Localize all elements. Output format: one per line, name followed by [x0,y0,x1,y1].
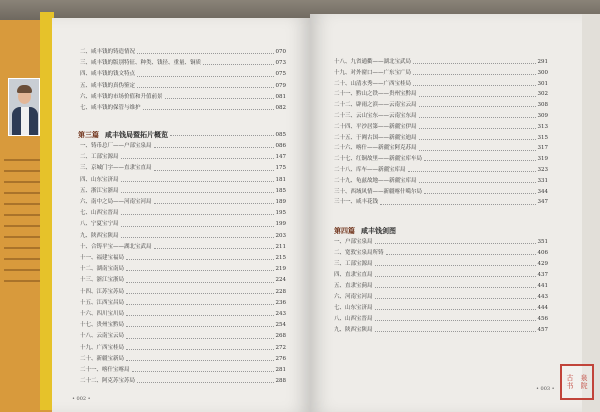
toc-entry-title: 九、陕西宝陕局 [80,232,119,239]
toc-entry-page: 301 [537,80,548,87]
leader-dots [375,276,536,277]
toc-entry [80,50,286,56]
author-photo [8,78,40,136]
seal-character: 泉 [580,374,588,382]
toc-entry-title: 三、工部宝源局 [334,261,373,267]
toc-entry-page: 344 [537,188,548,195]
toc-entry-page: 211 [275,243,286,250]
toc-entry [334,157,548,163]
leader-dots [375,243,536,244]
toc-entry-page: 075 [275,71,286,78]
part-number: 第四篇 [334,226,355,235]
toc-entry [334,168,548,174]
toc-entry-page: 441 [537,283,548,289]
toc-entry-page: 189 [275,199,286,205]
toc-entry-page: 351 [537,239,548,245]
leader-dots [137,53,273,54]
toc-entry-page: 236 [275,299,286,306]
toc-entry [80,178,286,184]
right-page [310,14,582,412]
toc-entry-title: 二十九、龟兹故地——新疆宝库局 [334,177,417,184]
toc-entry [80,346,286,352]
collector-seal [560,364,594,400]
toc-entry-page: 272 [275,344,286,351]
toc-entry-title: 一、户部宝泉局 [334,239,373,245]
toc-entry [80,106,286,112]
toc-entry-page: 317 [537,145,548,152]
leader-dots [143,109,274,110]
leader-dots [419,150,536,151]
leader-dots [375,287,536,288]
toc-entry-page: 429 [537,261,548,267]
leader-dots [126,315,273,316]
toc-entry-page: 254 [275,322,286,329]
toc-entry-page: 437 [537,272,548,278]
toc-entry-page: 219 [275,266,286,273]
toc-entry [334,328,548,334]
toc-entry [80,84,286,90]
left-page [52,18,310,412]
toc-entry-page: 243 [275,311,286,317]
toc-entry [80,222,286,228]
toc-entry [334,179,548,185]
toc-entry [334,92,548,98]
toc-entry-title: 十九、广西宝桂局 [80,344,125,351]
toc-entry [80,245,286,251]
toc-entry-page: 444 [537,305,548,311]
toc-entry [80,301,286,307]
leader-dots [413,63,535,64]
toc-entry [334,103,548,109]
toc-entry [80,278,286,284]
leader-dots [419,106,536,107]
toc-entry-page: 288 [275,378,286,385]
toc-entry-page: 331 [537,177,548,184]
toc-entry-title: 十六、四川宝川局 [80,311,125,317]
leader-dots [419,128,536,129]
toc-entry [334,200,548,206]
leader-dots [203,64,273,65]
toc-entry [334,284,548,290]
toc-entry-page: 070 [275,49,286,55]
leader-dots [154,248,274,249]
toc-entry [80,72,286,78]
leader-dots [126,282,273,283]
toc-entry-page: 323 [537,167,548,173]
leader-dots [126,360,273,361]
toc-entry-title: 二十一、黔山之铁——贵州宝黔局 [334,91,417,98]
toc-entry-title: 二十三、云山宝东——云南宝东局 [334,113,417,119]
toc-entry-title: 二十八、库车——新疆宝库局 [334,167,406,173]
toc-entry-title: 十三、浙江宝浙局 [80,277,125,284]
toc-entry-page: 228 [275,288,286,295]
toc-entry-title: 七、山东宝济局 [334,305,373,311]
leader-dots [126,259,273,260]
toc-entry-page: 224 [275,277,286,284]
part-heading [334,226,542,236]
toc-entry-page: 457 [537,327,548,333]
part-title: 咸丰钱局暨拓片概览 [105,130,168,139]
part-heading [78,130,286,140]
toc-entry-title: 六、河南宝河局 [334,294,373,300]
toc-entry-title: 二十、新疆宝新局 [80,355,125,362]
part-page: 085 [275,132,286,138]
leader-dots [126,338,273,339]
seal-character: 院 [580,382,588,390]
toc-entry-page: 199 [275,221,286,228]
toc-entry-title: 五、浙江宝浙局 [80,187,119,194]
toc-entry-page: 347 [537,199,548,206]
toc-entry [80,155,286,161]
toc-entry-page: 406 [537,250,548,256]
toc-entry [80,290,286,296]
toc-entry [334,60,548,66]
leader-dots [424,160,535,161]
leader-dots [132,371,274,372]
toc-entry [334,262,548,268]
leader-dots [121,226,274,227]
leader-dots [375,331,536,332]
toc-entry [80,267,286,273]
toc-entry-page: 300 [537,69,548,76]
toc-entry-title: 十四、江苏宝苏局 [80,288,125,295]
toc-entry [80,357,286,363]
leader-dots [126,326,273,327]
toc-entry-title: 十八、九省通衢——湖北宝武局 [334,59,412,65]
toc-entry [80,61,286,67]
leader-dots [419,139,536,140]
toc-entry-page: 456 [537,316,548,322]
toc-entry-page: 147 [275,154,286,161]
leader-dots [375,320,536,321]
toc-entry [80,379,286,385]
toc-entry [80,234,286,240]
toc-entry [80,211,286,217]
toc-entry-title: 四、直隶宝直局 [334,272,373,278]
toc-entry [80,95,286,101]
toc-entry-title: 一、铸币总厂——户部宝泉局 [80,143,152,149]
toc-entry-title: 七、山西宝晋局 [80,210,119,217]
toc-entry-page: 302 [537,91,548,98]
leader-dots [419,182,536,183]
toc-entry-page: 319 [537,156,548,163]
toc-entry-title: 二十四、平沙居第——新疆宝伊局 [334,123,417,130]
leader-dots [154,147,274,148]
toc-entry [80,312,286,318]
toc-entry [334,190,548,196]
toc-entry-page: 309 [537,113,548,119]
toc-entry [334,136,548,142]
leader-dots [121,214,274,215]
leader-dots [126,270,273,271]
leader-dots [121,181,274,182]
toc-entry-title: 十五、江西宝昌局 [80,299,125,306]
toc-entry-title: 八、山西宝晋局 [334,316,373,322]
toc-entry-title: 二十六、喀什——新疆宝阿克苏局 [334,145,417,152]
seal-character: 古 [566,374,574,382]
leader-dots [380,204,535,205]
toc-entry-page: 308 [537,102,548,109]
toc-entry-title: 十二、湖南宝南局 [80,266,125,273]
toc-entry-title: 三十、西域风情——新疆喀什噶尔局 [334,188,423,195]
toc-entry-title: 十一、福建宝福局 [80,255,125,261]
leader-dots [408,171,536,172]
toc-entry-page: 175 [275,165,286,172]
toc-entry [334,114,548,120]
toc-entry-page: 281 [275,367,286,373]
toc-entry [334,82,548,88]
toc-entry-title: 二十一、喀什宝喀局 [80,367,130,373]
leader-dots [413,85,535,86]
toc-entry [334,240,548,246]
toc-entry-page: 291 [537,59,548,65]
toc-entry [80,256,286,262]
toc-entry-title: 八、宁夏宝宁局 [80,221,119,228]
author-bio-text [4,150,40,291]
leader-dots [375,309,536,310]
toc-entry [80,200,286,206]
part-title: 咸丰钱剑图 [361,226,396,235]
toc-entry [334,71,548,77]
toc-entry [334,273,548,279]
toc-entry [80,323,286,329]
leader-dots [137,382,273,383]
toc-entry-page: 079 [275,82,286,89]
toc-entry-title: 三十一、咸丰花钱 [334,199,379,206]
seal-character: 书 [566,382,574,390]
leader-dots [375,265,536,266]
leader-dots [419,96,536,97]
toc-entry-page: 181 [275,176,286,183]
leader-dots [126,304,273,305]
leader-dots [137,87,273,88]
toc-entry-page: 443 [537,294,548,300]
leader-dots [154,170,274,171]
toc-entry-page: 185 [275,187,286,194]
toc-entry-title: 六、南中之局——河南宝河局 [80,199,152,205]
leader-dots [121,192,274,193]
page-folio: • 003 • [536,386,555,392]
leader-dots [154,203,274,204]
toc-entry [334,251,548,257]
toc-entry-page: 082 [275,105,286,111]
toc-entry-title: 二、宽敦宝泉局所铸 [334,250,384,256]
toc-entry-title: 二十七、红铜故里——新疆宝库车局 [334,156,423,163]
toc-entry [334,146,548,152]
toc-entry-title: 六、咸丰钱的市场价值和升值前景 [80,93,163,100]
toc-entry-page: 276 [275,355,286,362]
toc-entry-page: 073 [275,60,286,67]
toc-entry [334,317,548,323]
toc-entry-page: 313 [537,123,548,130]
leader-dots [413,74,535,75]
toc-entry-page: 195 [275,210,286,217]
page-folio: • 002 • [72,396,91,402]
toc-entry-title: 五、直隶宝蓟局 [334,283,373,289]
toc-entry-title: 二、咸丰钱的铸造情况 [80,49,136,55]
leader-dots [126,349,273,350]
toc-entry-page: 268 [275,333,286,340]
leader-dots [137,76,273,77]
leader-dots [165,98,274,99]
toc-entry [334,295,548,301]
toc-entry [80,368,286,374]
toc-entry-title: 二、工部宝源局 [80,154,119,161]
leader-dots [121,237,274,238]
toc-entry [80,166,286,172]
leader-dots [121,158,274,159]
toc-entry-title: 四、山东宝济局 [80,176,119,183]
toc-entry-title: 三、京城门字——直隶宝直局 [80,165,152,172]
toc-entry-title: 五、咸丰钱的真伪鉴定 [80,82,136,89]
toc-entry-title: 二十五、于阗古国——新疆宝迪局 [334,134,417,141]
toc-entry-page: 203 [275,232,286,239]
toc-entry-title: 七、咸丰钱的保管与维护 [80,105,141,111]
toc-entry-title: 二十、山清水秀——广西宝桂局 [334,80,412,87]
toc-entry [80,144,286,150]
toc-entry [80,334,286,340]
toc-entry [80,189,286,195]
page-stack-edge [582,14,600,412]
toc-entry-title: 二十二、阿克苏宝苏局 [80,378,136,385]
toc-entry-title: 十九、对外窗口——广东宝广局 [334,69,412,76]
toc-entry-title: 十八、云南宝云局 [80,333,125,340]
toc-entry-title: 四、咸丰钱的钱文特点 [80,71,136,78]
leader-dots [126,293,273,294]
leader-dots [386,254,536,255]
toc-entry-page: 215 [275,255,286,261]
toc-entry-page: 081 [275,93,286,100]
toc-entry-title: 三、咸丰钱的版别特征、种类、钱径、重量、铜质 [80,60,202,67]
part-number: 第三篇 [78,130,99,139]
leader-dots [419,117,536,118]
leader-dots [375,298,536,299]
leader-dots [424,193,535,194]
toc-entry-title: 十七、贵州宝黔局 [80,322,125,329]
toc-entry-page: 086 [275,143,286,149]
toc-entry [334,125,548,131]
toc-entry [334,306,548,312]
toc-entry-title: 九、陕西宝陕局 [334,327,373,333]
toc-entry-title: 二十二、辟雨之滨——云南宝云局 [334,102,417,109]
toc-entry-title: 十、合铸平宝——湖北宝武局 [80,243,152,250]
toc-entry-page: 315 [537,134,548,141]
